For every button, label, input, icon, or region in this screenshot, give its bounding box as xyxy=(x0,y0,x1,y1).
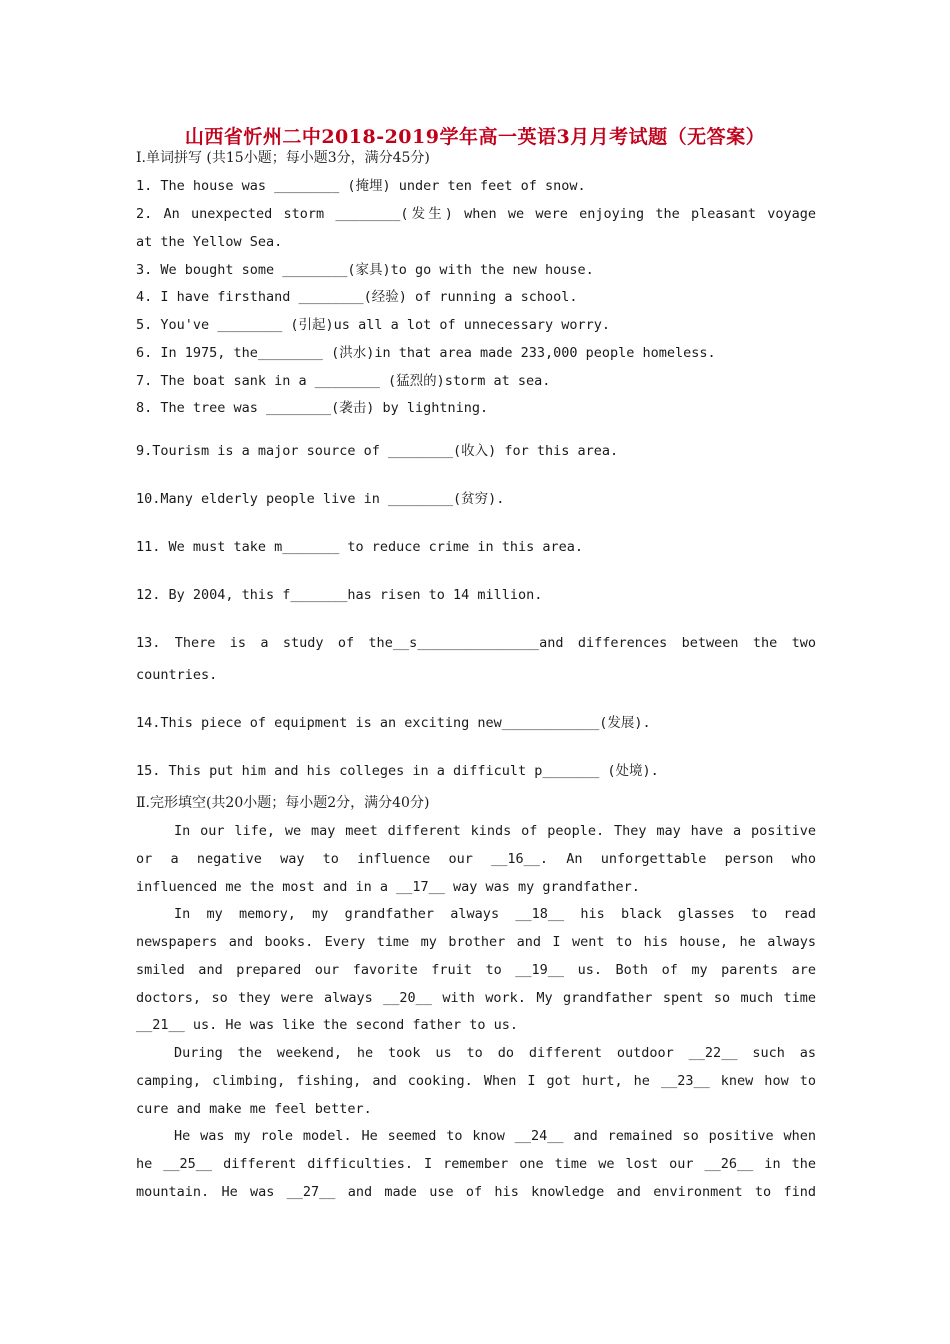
question-1: 1. The house was ________ (掩埋) under ten feet of snow. xyxy=(136,178,586,194)
question-13-continued: countries. xyxy=(136,667,218,683)
question-2-continued: at the Yellow Sea. xyxy=(136,234,283,250)
passage-line-13: he __25__ different difficulties. I remember one time we lost our __26__ in the xyxy=(136,1156,816,1172)
passage-line-14: mountain. He was __27__ and made use of his knowledge and environment to find xyxy=(136,1184,816,1200)
question-3: 3. We bought some ________(家具)to go with the new house. xyxy=(136,262,594,278)
question-13: 13. There is a study of the__s_______________and differences between the two xyxy=(136,635,816,651)
question-14: 14.This piece of equipment is an exciting new____________(发展). xyxy=(136,715,651,731)
passage-line-7: doctors, so they were always __20__ with work. My grandfather spent so much time xyxy=(136,990,816,1006)
question-10: 10.Many elderly people live in ________(贫穷). xyxy=(136,491,505,507)
passage-line-2: or a negative way to influence our __16__. An unforgettable person who xyxy=(136,851,816,867)
question-4: 4. I have firsthand ________(经验) of running a school. xyxy=(136,289,578,305)
question-2: 2. An unexpected storm ________(发生) when we were enjoying the pleasant voyage xyxy=(136,206,816,222)
passage-line-5: newspapers and books. Every time my brother and I went to his house, he always xyxy=(136,934,816,950)
page-title: 山西省忻州二中2018-2019学年高一英语3月月考试题（无答案） xyxy=(184,126,766,148)
passage-line-12: He was my role model. He seemed to know __24__ and remained so positive when xyxy=(174,1128,816,1144)
question-5: 5. You've ________ (引起)us all a lot of unnecessary worry. xyxy=(136,317,611,333)
passage-line-1: In our life, we may meet different kinds of people. They may have a positive xyxy=(174,823,816,839)
question-8: 8. The tree was ________(袭击) by lightning. xyxy=(136,400,489,416)
question-11: 11. We must take m_______ to reduce crime in this area. xyxy=(136,539,584,555)
passage-line-3: influenced me the most and in a __17__ way was my grandfather. xyxy=(136,879,640,895)
question-7: 7. The boat sank in a ________ (猛烈的)storm at sea. xyxy=(136,373,551,389)
section-heading-vocabulary: Ⅰ.单词拼写 (共15小题；每小题3分，满分45分) xyxy=(136,150,430,166)
passage-line-6: smiled and prepared our favorite fruit to __19__ us. Both of my parents are xyxy=(136,962,816,978)
section-heading-cloze: Ⅱ.完形填空(共20小题；每小题2分，满分40分) xyxy=(136,795,430,811)
question-9: 9.Tourism is a major source of ________(收入) for this area. xyxy=(136,443,619,459)
passage-line-4: In my memory, my grandfather always __18__ his black glasses to read xyxy=(174,906,816,922)
passage-line-10: camping, climbing, fishing, and cooking. When I got hurt, he __23__ knew how to xyxy=(136,1073,816,1089)
question-6: 6. In 1975, the________ (洪水)in that area made 233,000 people homeless. xyxy=(136,345,716,361)
passage-line-8: __21__ us. He was like the second father to us. xyxy=(136,1017,519,1033)
question-15: 15. This put him and his colleges in a difficult p_______ (处境). xyxy=(136,763,659,779)
passage-line-9: During the weekend, he took us to do different outdoor __22__ such as xyxy=(174,1045,816,1061)
question-12: 12. By 2004, this f_______has risen to 14 million. xyxy=(136,587,543,603)
passage-line-11: cure and make me feel better. xyxy=(136,1101,372,1117)
